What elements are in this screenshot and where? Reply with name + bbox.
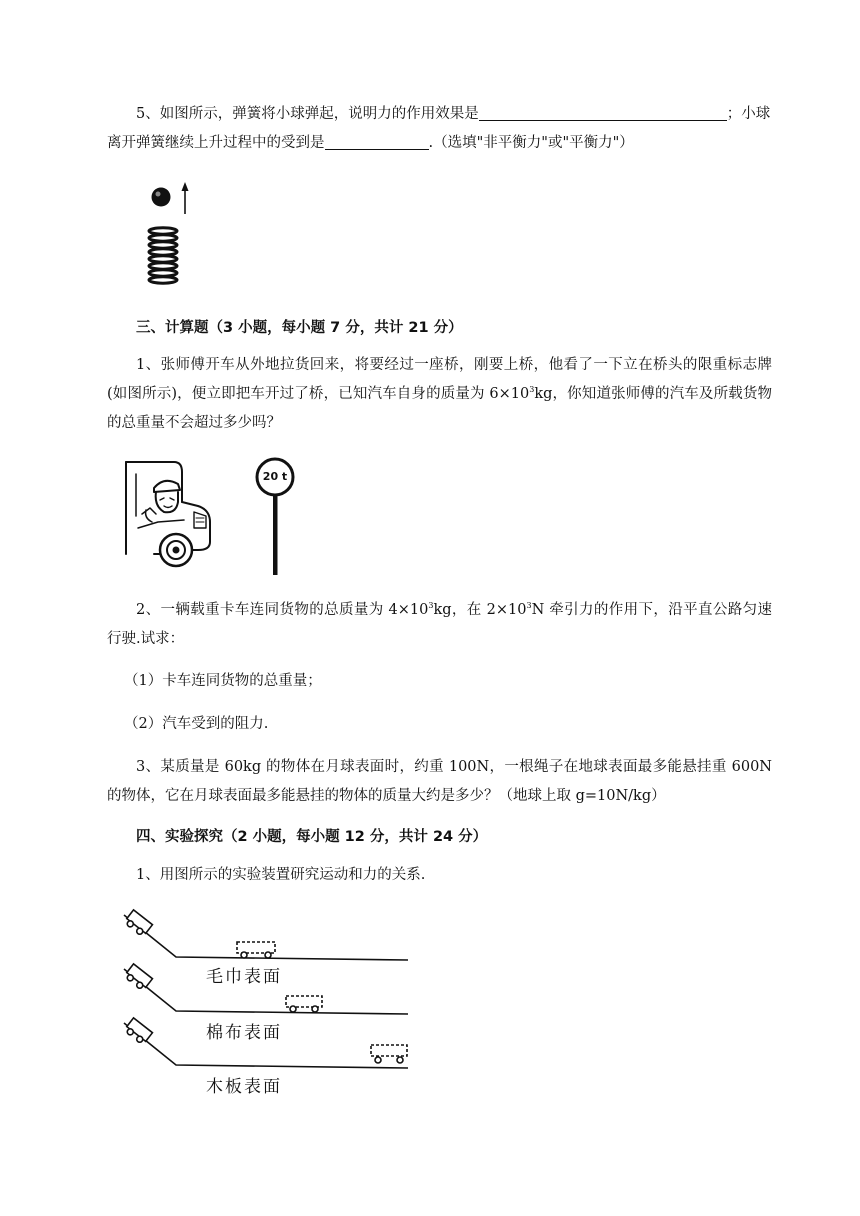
sign-weight-label: 20 t [262,470,288,483]
q5-answer-blank-2[interactable] [325,133,429,150]
s3-q2-sub1: （1）卡车连同货物的总重量； [124,673,322,689]
q5-line2-text: 离开弹簧继续上升过程中的受到是 [107,135,325,151]
truck-driver-figure [124,458,216,570]
driver-cap-icon [154,481,180,492]
section4-title: 四、实验探究（2 小题，每小题 12 分，共计 24 分） [136,829,488,845]
section3-title: 三、计算题（3 小题，每小题 7 分，共计 21 分） [136,320,463,336]
s3-q2-sub2: （2）汽车受到的阻力. [124,716,269,732]
s3-q1-text: 1、张师傅开车从外地拉货回来，将要经过一座桥，刚要上桥，他看了一下立在桥头的限重标志牌(如图所示)，便立即把车开过了桥，已知汽车自身的质量为 $6\times 10^3kg$，你知道张师傅的汽车及所载货物的总重量不会超过多少吗？ [107,357,773,431]
s4-q1-text: 1、用图所示的实验装置研究运动和力的关系. [136,867,426,883]
s3-q3-text: 3、某质量是 60kg 的物体在月球表面时，约重 100N，一根绳子在地球表面最多能悬挂重 600N 的物体，它在月球表面最多能悬挂的物体的质量大约是多少？（地球上取 g=10N/kg） [107,759,772,804]
spring-ball-figure [140,180,200,292]
ball-icon [152,188,171,207]
ramp-experiment-figure [118,903,418,1093]
s3-q2-text: 2、一辆载重卡车连同货物的总质量为 $4\times 10^3kg$，在 $2\times 10^3N$ 牵引力的作用下，沿平直公路匀速行驶.试求： [107,601,772,647]
label-wood-surface: 木板表面 [206,1077,282,1097]
q5-text [107,100,772,158]
q5-line2-tail: .（选填"非平衡力"或"平衡力"） [428,135,634,151]
spring-icon [149,228,177,283]
q5-answer-blank-1[interactable] [479,104,727,121]
q5-line1-text: 5、如图所示，弹簧将小球弹起，说明力的作用效果是 [136,106,479,122]
label-cotton-surface: 棉布表面 [206,1023,282,1043]
q5-line1-tail: ；小球 [726,106,771,122]
label-towel-surface: 毛巾表面 [206,967,282,987]
